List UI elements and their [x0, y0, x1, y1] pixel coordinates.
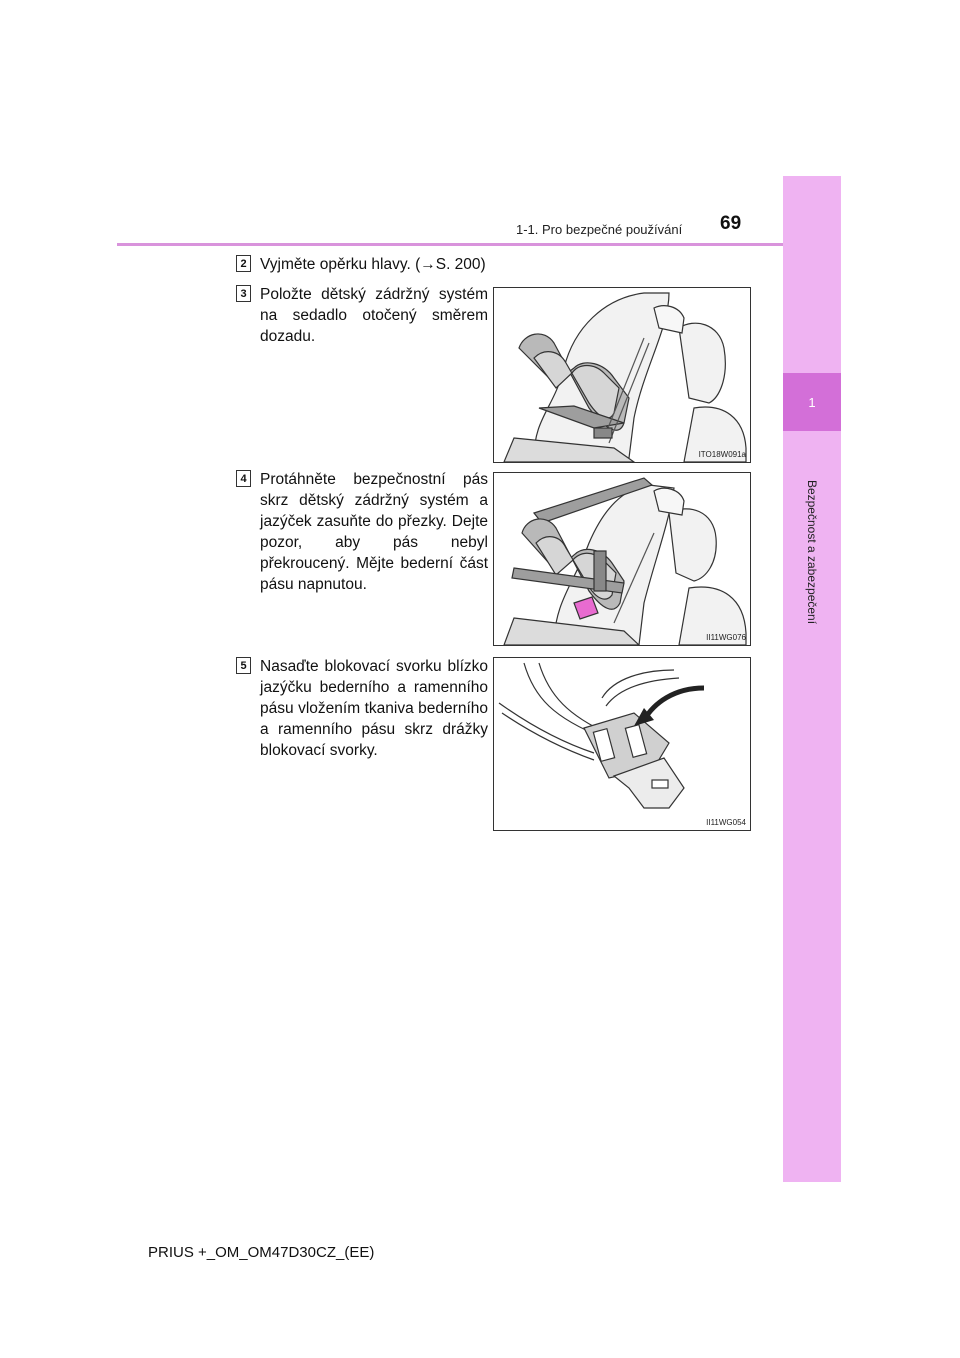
step-text-2: Vyjměte opěrku hlavy. (→S. 200) [260, 256, 486, 273]
figure-locking-clip [493, 657, 751, 831]
chapter-side-tab [783, 176, 841, 1182]
step-text-5: Nasaďte blokovací svorku blízko jazýčku bederního a ramenního pásu vložením tkaniva bederního a ramenního pásu skrz drážky blokovací svorky. [260, 658, 488, 759]
chapter-title: Bezpečnost a zabezpečení [805, 479, 819, 625]
chapter-number-box [783, 373, 841, 431]
locking-clip-illustration [494, 658, 750, 830]
step-number-4: 4 [236, 470, 251, 487]
document-footer: PRIUS +_OM_OM47D30CZ_(EE) [148, 1244, 375, 1261]
step-text-4: Protáhněte bezpečnostní pás skrz dětský zádržný systém a jazýček zasuňte do přezky. Dejte pozor, aby pás nebyl překroucený. Mějte bederní část pásu napnutou. [260, 471, 488, 593]
step-number-5: 5 [236, 657, 251, 674]
figure-code: II11WG076 [706, 633, 746, 642]
section-title: 1-1. Pro bezpečné používání [516, 222, 683, 237]
figure-belt-routing [493, 472, 751, 646]
page-number: 69 [720, 213, 742, 234]
chapter-number: 1 [808, 394, 816, 410]
step-number-2: 2 [236, 255, 251, 272]
seat-belt-routing-illustration [494, 473, 750, 645]
step-number-3: 3 [236, 285, 251, 302]
rear-facing-child-seat-illustration [494, 288, 750, 462]
figure-code: ITO18W091a [698, 450, 746, 459]
step-text-3: Položte dětský zádržný systém na sedadlo otočený směrem dozadu. [260, 286, 488, 345]
figure-code: II11WG054 [706, 818, 746, 827]
header-rule [117, 243, 783, 246]
figure-rear-facing-seat [493, 287, 751, 463]
